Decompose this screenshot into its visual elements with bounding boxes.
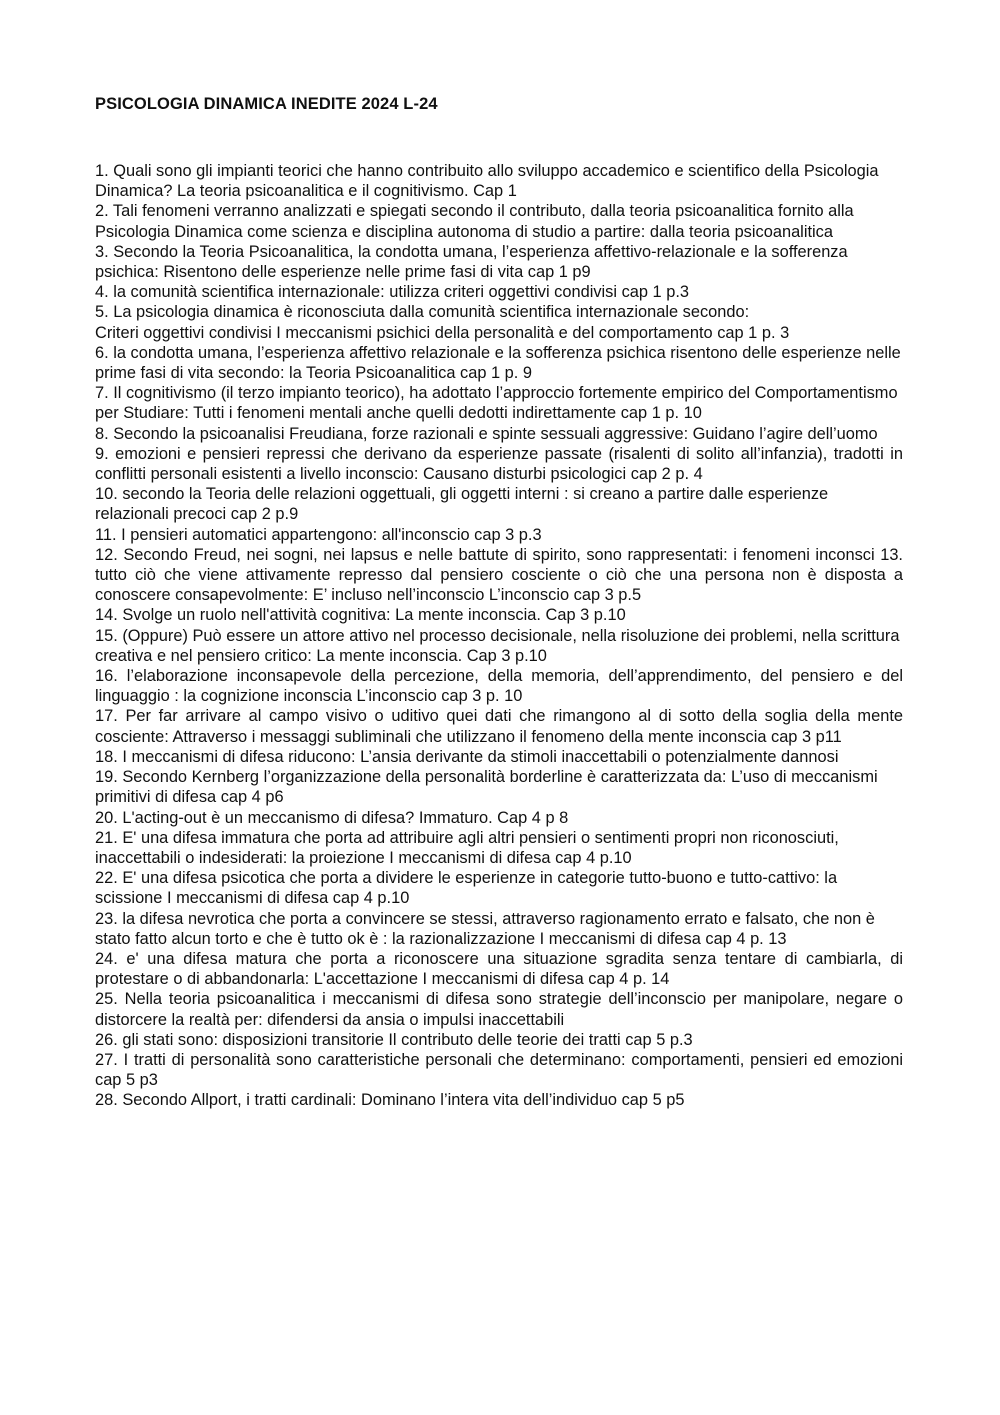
question-item: 17. Per far arrivare al campo visivo o uditivo quei dati che rimangono al di sotto della soglia della mente cosciente: Attraverso i messaggi subliminali che utilizzano il fenomeno della mente inconscia cap 3 p11 <box>95 707 903 746</box>
question-item: Criteri oggettivi condivisi I meccanismi psichici della personalità e del comportamento cap 1 p. 3 <box>95 323 790 342</box>
question-item: 28. Secondo Allport, i tratti cardinali: Dominano l’intera vita dell’individuo cap 5 p5 <box>95 1091 685 1110</box>
question-item: 11. I pensieri automatici appartengono: all'inconscio cap 3 p.3 <box>95 525 542 544</box>
question-item: 7. Il cognitivismo (il terzo impianto teorico), ha adottato l’approccio fortemente empirico del Comportamentismo per Studiare: Tutti i fenomeni mentali anche quelli dedotti indirettamente cap 1 p. 10 <box>95 384 898 423</box>
question-item: 8. Secondo la psicoanalisi Freudiana, forze razionali e spinte sessuali aggressive: Guidano l’agire dell’uomo <box>95 424 878 443</box>
question-item: 21. E' una difesa immatura che porta ad attribuire agli altri pensieri o sentimenti propri non riconosciuti, inaccettabili o indesiderati: la proiezione I meccanismi di difesa cap 4 p.10 <box>95 828 839 867</box>
document-title: PSICOLOGIA DINAMICA INEDITE 2024 L-24 <box>95 95 438 113</box>
question-item: 25. Nella teoria psicoanalitica i meccanismi di difesa sono strategie dell’inconscio per manipolare, negare o distorcere la realtà per: difendersi da ansia o impulsi inaccettabili <box>95 990 903 1029</box>
question-item: 27. I tratti di personalità sono caratteristiche personali che determinano: comportamenti, pensieri ed emozioni cap 5 p3 <box>95 1050 903 1090</box>
question-item: 15. (Oppure) Può essere un attore attivo nel processo decisionale, nella risoluzione dei problemi, nella scrittura creativa e nel pensiero critico: La mente inconscia. Cap 3 p.10 <box>95 626 900 665</box>
question-item: 2. Tali fenomeni verranno analizzati e spiegati secondo il contributo, dalla teoria psicoanalitica fornito alla Psicologia Dinamica come scienza e disciplina autonoma di studio a partire: dalla teoria psicoanalitica <box>95 202 854 241</box>
question-item: 18. I meccanismi di difesa riducono: L’ansia derivante da stimoli inaccettabili o potenzialmente dannosi <box>95 747 839 766</box>
question-item: 9. emozioni e pensieri repressi che derivano da esperienze passate (risalenti di solito all’infanzia), tradotti in conflitti personali esistenti a livello inconscio: Causano disturbi psicologici cap 2 p. 4 <box>95 444 903 484</box>
question-item: 23. la difesa nevrotica che porta a convincere se stessi, attraverso ragionamento errato e falsato, che non è stato fatto alcun torto e che è tutto ok è : la razionalizzazione I meccanismi di difesa cap 4 p. 13 <box>95 909 875 948</box>
question-item: 6. la condotta umana, l’esperienza affettivo relazionale e la sofferenza psichica risentono delle esperienze nelle prime fasi di vita secondo: la Teoria Psicoanalitica cap 1 p. 9 <box>95 343 901 383</box>
question-item: 4. la comunità scientifica internazionale: utilizza criteri oggettivi condivisi cap 1 p.3 <box>95 283 690 302</box>
question-list <box>95 161 903 1111</box>
question-item: 5. La psicologia dinamica è riconosciuta dalla comunità scientifica internazionale secondo: <box>95 303 750 322</box>
question-item: 19. Secondo Kernberg l’organizzazione della personalità borderline è caratterizzata da: L’uso di meccanismi primitivi di difesa cap 4 p6 <box>95 768 878 807</box>
question-item: 14. Svolge un ruolo nell'attività cognitiva: La mente inconscia. Cap 3 p.10 <box>95 606 626 625</box>
question-item: 3. Secondo la Teoria Psicoanalitica, la condotta umana, l’esperienza affettivo-relazionale e la sofferenza psichica: Risentono delle esperienze nelle prime fasi di vita cap 1 p9 <box>95 242 848 282</box>
question-item: 26. gli stati sono: disposizioni transitorie Il contributo delle teorie dei tratti cap 5 p.3 <box>95 1030 693 1049</box>
question-item: 16. l’elaborazione inconsapevole della percezione, della memoria, dell’apprendimento, del pensiero e del linguaggio : la cognizione inconscia L’inconscio cap 3 p. 10 <box>95 667 903 706</box>
question-item: 20. L'acting-out è un meccanismo di difesa? Immaturo. Cap 4 p 8 <box>95 808 569 827</box>
question-item: 12. Secondo Freud, nei sogni, nei lapsus e nelle battute di spirito, sono rappresentati: i fenomeni inconsci 13. tutto ciò che viene attivamente represso dal pensiero cosciente o ciò che una persona non è disposta a conoscere consapevolmente: E’ incluso nell’inconscio L’inconscio cap 3 p.5 <box>95 545 903 605</box>
question-item: 24. e' una difesa matura che porta a riconoscere una situazione sgradita senza tentare di cambiarla, di protestare o di abbandonarla: L'accettazione I meccanismi di difesa cap 4 p. 14 <box>95 949 903 989</box>
question-item: 10. secondo la Teoria delle relazioni oggettuali, gli oggetti interni : si creano a partire dalle esperienze relazionali precoci cap 2 p.9 <box>95 485 829 524</box>
question-item: 1. Quali sono gli impianti teorici che hanno contribuito allo sviluppo accademico e scientifico della Psicologia Dinamica? La teoria psicoanalitica e il cognitivismo. Cap 1 <box>95 162 879 201</box>
document-page <box>95 93 903 1111</box>
question-item: 22. E' una difesa psicotica che porta a dividere le esperienze in categorie tutto-buono e tutto-cattivo: la scissione I meccanismi di difesa cap 4 p.10 <box>95 869 838 908</box>
